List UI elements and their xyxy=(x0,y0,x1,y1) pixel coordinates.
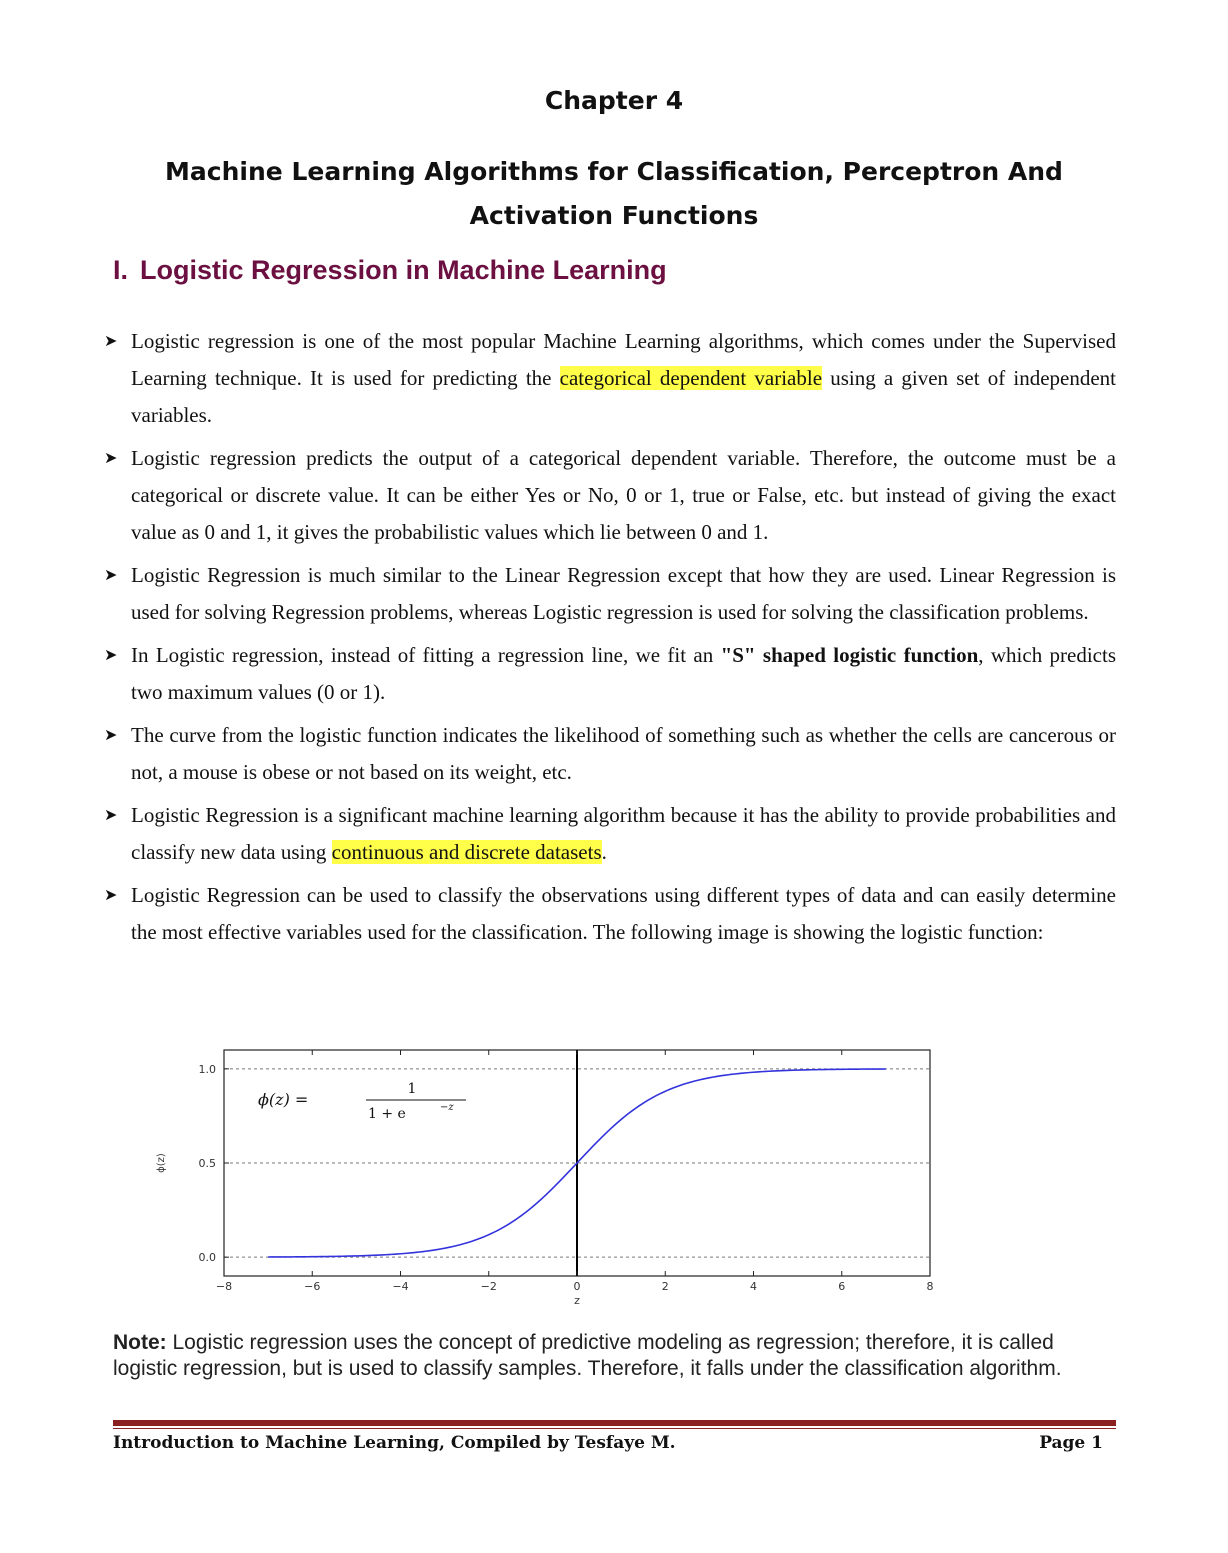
footer-rule xyxy=(113,1420,1116,1426)
formula-numerator: 1 xyxy=(407,1081,417,1097)
highlighted-text: continuous and discrete datasets xyxy=(331,840,602,864)
section-title: Logistic Regression in Machine Learning xyxy=(140,255,667,285)
note-label: Note: xyxy=(113,1331,167,1354)
footer-rule-thin xyxy=(113,1428,1116,1429)
bullet-item xyxy=(104,797,1116,871)
x-tick-label: −4 xyxy=(392,1280,409,1293)
bullet-text: Logistic regression predicts the output of a categorical dependent variable. Therefore, the outcome must be a categorical or discrete value. It can be either Yes or No, 0 or 1, true or False, etc. but instead of giving the exact value as 0 and 1, it gives the probabilistic values which lie between 0 and 1. xyxy=(131,446,1116,544)
arrowhead-bullet-icon: ➤ xyxy=(104,647,118,664)
note-paragraph xyxy=(113,1330,1113,1382)
note-text: Logistic regression uses the concept of predictive modeling as regression; therefore, it is called logistic regression, but is used to classify samples. Therefore, it falls under the classification algorithm. xyxy=(113,1331,1062,1380)
bullet-text: Logistic Regression can be used to classify the observations using different types of data and can easily determine the most effective variables used for the classification. The following image is showing the logistic function: xyxy=(131,883,1116,944)
logistic-function-chart xyxy=(150,1040,950,1307)
chapter-title: Machine Learning Algorithms for Classification, Perceptron And Activation Functions xyxy=(165,157,1063,230)
footer-course-credit: Introduction to Machine Learning, Compiled by Tesfaye M. xyxy=(113,1433,676,1453)
bullet-item xyxy=(104,557,1116,631)
formula-denominator: 1 + e xyxy=(368,1106,406,1122)
y-tick-label: 0.0 xyxy=(198,1251,216,1265)
bullet-item xyxy=(104,440,1116,551)
bullet-text: Logistic Regression is a significant machine learning algorithm because it has the ability to provide probabilities and classify new data using xyxy=(131,803,1116,864)
bullet-item xyxy=(104,637,1116,711)
y-tick-label: 1.0 xyxy=(198,1062,216,1076)
bullet-item xyxy=(104,717,1116,791)
bullet-text: The curve from the logistic function indicates the likelihood of something such as whether the cells are cancerous or not, a mouse is obese or not based on its weight, etc. xyxy=(131,723,1116,784)
arrowhead-bullet-icon: ➤ xyxy=(104,450,118,467)
arrowhead-bullet-icon: ➤ xyxy=(104,807,118,824)
bullet-item xyxy=(104,323,1116,434)
x-tick-label: 0 xyxy=(573,1280,581,1293)
bullet-item xyxy=(104,877,1116,951)
bullet-text: Logistic regression is one of the most popular Machine Learning algorithms, which comes under the Supervised Learning technique. It is used for predicting the xyxy=(131,329,1116,390)
y-tick-label: 0.5 xyxy=(198,1157,216,1170)
x-tick-label: −8 xyxy=(215,1280,233,1293)
bullet-text: . xyxy=(601,840,607,864)
bullet-text: using a given set of independent variables. xyxy=(131,366,1116,427)
arrowhead-bullet-icon: ➤ xyxy=(104,333,118,350)
formula-lhs: ϕ(z) = xyxy=(258,1090,309,1109)
bullet-text: , which predicts two maximum values (0 or 1). xyxy=(131,643,1117,704)
x-tick-label: 2 xyxy=(661,1280,669,1293)
highlighted-text: categorical dependent variable xyxy=(559,366,823,390)
x-tick-label: 8 xyxy=(926,1280,934,1293)
x-axis-label: z xyxy=(574,1294,580,1307)
bullet-list xyxy=(104,323,1116,957)
chapter-heading: Chapter 4 xyxy=(544,86,684,115)
bullet-text: In Logistic regression, instead of fitting a regression line, we fit an xyxy=(131,643,721,667)
footer-page-number: Page 1 xyxy=(1039,1433,1103,1453)
section-number: I. xyxy=(113,255,129,285)
arrowhead-bullet-icon: ➤ xyxy=(104,727,118,744)
x-tick-label: −2 xyxy=(480,1280,497,1293)
x-tick-label: −6 xyxy=(304,1280,321,1293)
formula-exponent: −z xyxy=(440,1102,454,1113)
bold-text: "S" shaped logistic function xyxy=(720,643,979,667)
x-tick-label: 4 xyxy=(750,1280,757,1293)
section-heading xyxy=(113,255,667,286)
y-axis-label: ϕ(z) xyxy=(156,1153,167,1173)
bullet-text: Logistic Regression is much similar to the Linear Regression except that how they are used. Linear Regression is used for solving Regression problems, whereas Logistic regression is used for solving the classification problems. xyxy=(131,563,1116,624)
arrowhead-bullet-icon: ➤ xyxy=(104,567,118,584)
x-tick-label: 6 xyxy=(838,1280,846,1293)
arrowhead-bullet-icon: ➤ xyxy=(104,887,118,904)
